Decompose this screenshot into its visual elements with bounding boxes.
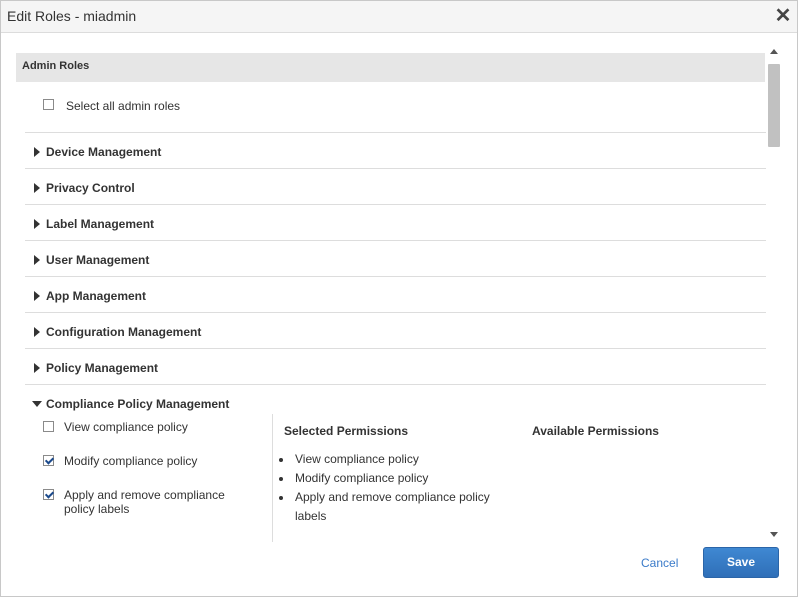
selected-permissions-title: Selected Permissions — [284, 424, 409, 438]
expand-arrow-icon[interactable] — [34, 291, 40, 301]
collapse-arrow-icon[interactable] — [32, 401, 42, 407]
permissions-divider — [272, 414, 273, 542]
vertical-scrollbar[interactable] — [766, 45, 783, 542]
selected-permissions-list — [281, 450, 523, 526]
scroll-down-icon[interactable] — [770, 532, 778, 537]
expand-arrow-icon[interactable] — [34, 327, 40, 337]
role-row-label-management[interactable] — [25, 204, 766, 241]
permission-checkbox[interactable] — [43, 455, 54, 466]
role-row-device-management[interactable] — [25, 132, 766, 169]
selected-permission-item: • View compliance policy — [293, 450, 523, 469]
role-label: Policy Management — [46, 361, 159, 375]
permission-modify-compliance-policy[interactable] — [43, 454, 253, 484]
scroll-up-icon[interactable] — [770, 49, 778, 54]
admin-roles-header-label: Admin Roles — [22, 60, 90, 72]
select-all-label: Select all admin roles — [66, 99, 181, 113]
close-icon[interactable]: ✕ — [774, 5, 792, 27]
role-label: User Management — [46, 253, 150, 267]
role-label: Privacy Control — [46, 181, 135, 195]
expand-arrow-icon[interactable] — [34, 219, 40, 229]
role-row-app-management[interactable] — [25, 276, 766, 313]
selected-permission-item: • Modify compliance policy — [293, 469, 523, 488]
role-label: Configuration Management — [46, 325, 202, 339]
save-button[interactable]: Save — [703, 547, 779, 578]
expand-arrow-icon[interactable] — [34, 363, 40, 373]
role-row-user-management[interactable] — [25, 240, 766, 277]
select-all-checkbox[interactable] — [43, 99, 54, 110]
selected-permission-item: • Apply and remove compliance policy labels — [293, 488, 523, 526]
permission-label: View compliance policy — [64, 420, 188, 434]
admin-roles-header — [16, 53, 765, 82]
expand-arrow-icon[interactable] — [34, 255, 40, 265]
permission-label: Apply and remove compliance policy labels — [64, 488, 225, 516]
role-label: Compliance Policy Management — [46, 397, 230, 411]
compliance-permissions-panel — [25, 410, 766, 542]
dialog-titlebar — [1, 1, 797, 33]
role-label: App Management — [46, 289, 147, 303]
permission-checkbox[interactable] — [43, 489, 54, 500]
expand-arrow-icon[interactable] — [34, 147, 40, 157]
permission-label: Modify compliance policy — [64, 454, 198, 468]
scrollbar-thumb[interactable] — [768, 64, 780, 147]
cancel-button[interactable]: Cancel — [641, 556, 679, 570]
permission-checkbox[interactable] — [43, 421, 54, 432]
role-label: Label Management — [46, 217, 155, 231]
role-row-privacy-control[interactable] — [25, 168, 766, 205]
permission-view-compliance-policy[interactable] — [43, 420, 253, 450]
permission-apply-remove-labels[interactable] — [43, 488, 243, 518]
dialog-title: Edit Roles - miadmin — [7, 8, 137, 24]
roles-scroll-area[interactable] — [15, 45, 783, 542]
expand-arrow-icon[interactable] — [34, 183, 40, 193]
available-permissions-title: Available Permissions — [532, 424, 659, 438]
role-row-configuration-management[interactable] — [25, 312, 766, 349]
role-row-policy-management[interactable] — [25, 348, 766, 385]
role-label: Device Management — [46, 145, 162, 159]
